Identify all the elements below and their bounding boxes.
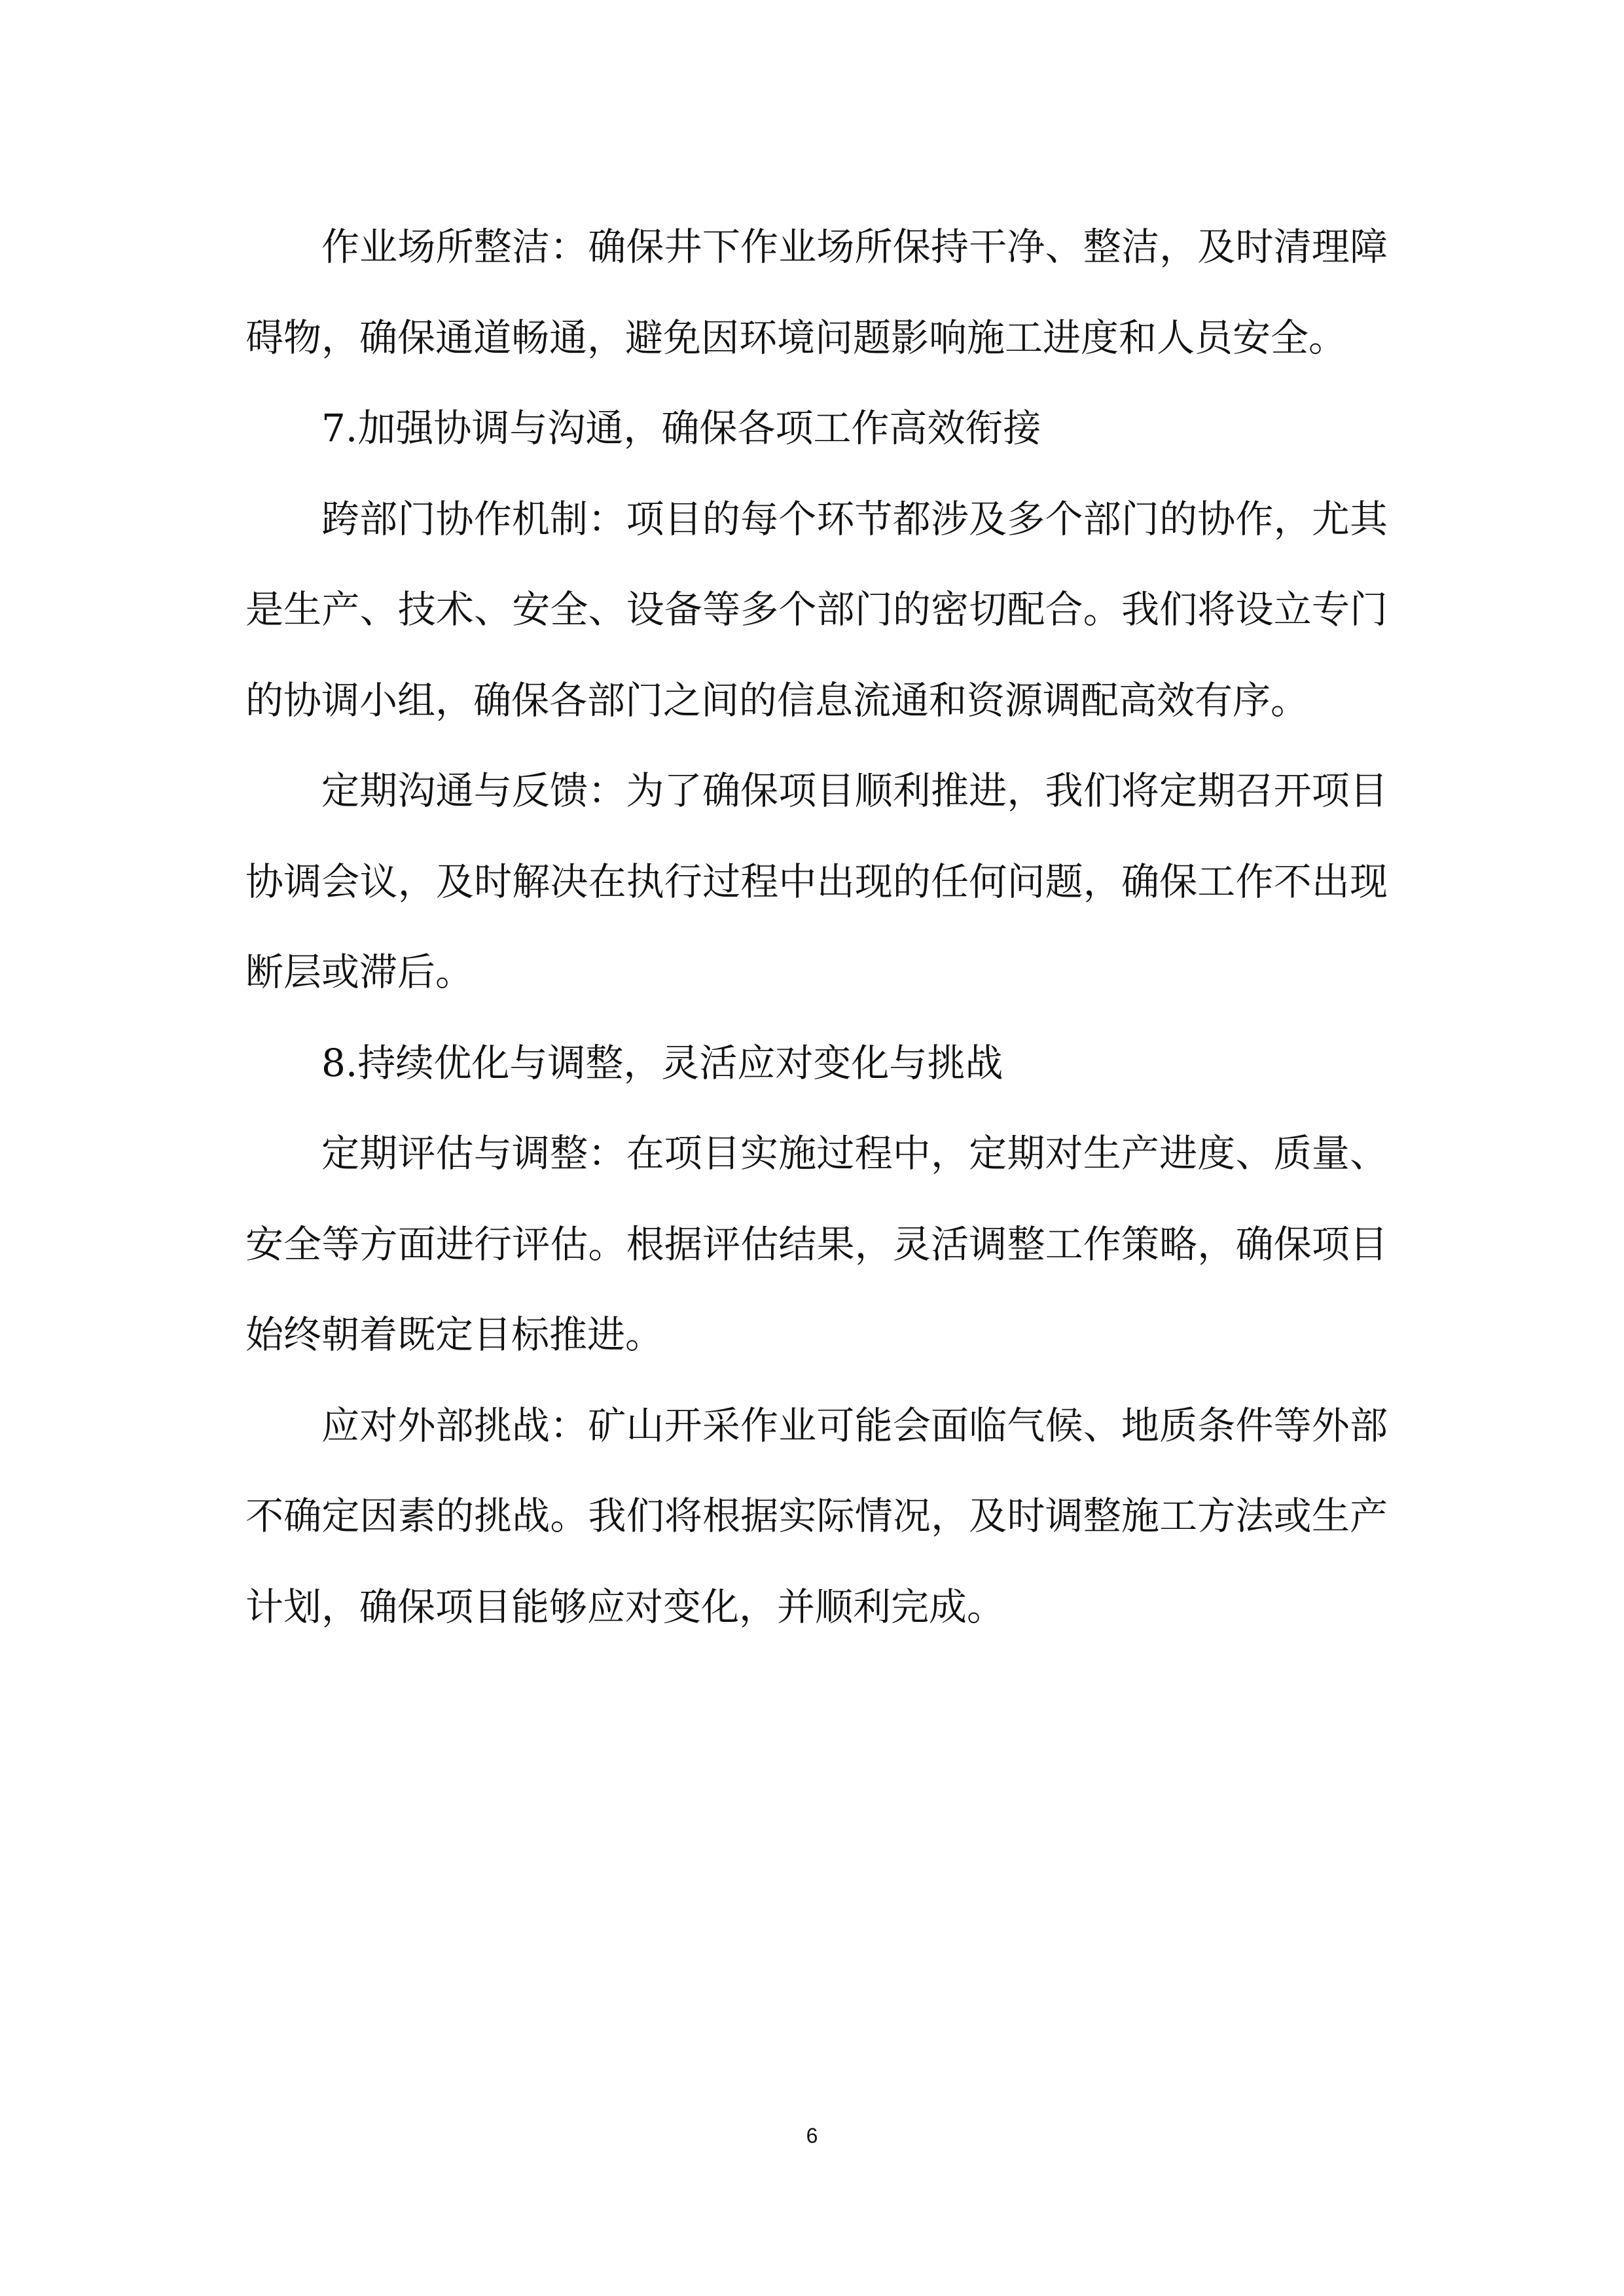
paragraph-regular-communication: 定期沟通与反馈：为了确保项目顺利推进，我们将定期召开项目协调会议，及时解决在执行过程中出现的任何问题，确保工作不出现断层或滞后。 [245,768,1388,994]
document-body [245,202,1388,1652]
section-heading-8: 8.持续优化与调整，灵活应对变化与挑战 [321,1040,1003,1085]
paragraph-worksite-cleanliness: 作业场所整洁：确保井下作业场所保持干净、整洁，及时清理障碍物，确保通道畅通，避免因环境问题影响施工进度和人员安全。 [245,224,1388,360]
paragraph-periodic-evaluation: 定期评估与调整：在项目实施过程中，定期对生产进度、质量、安全等方面进行评估。根据评估结果，灵活调整工作策略，确保项目始终朝着既定目标推进。 [245,1131,1388,1357]
section-heading-7: 7.加强协调与沟通，确保各项工作高效衔接 [321,406,1041,450]
page-number: 6 [806,2124,818,2147]
paragraph-external-challenges: 应对外部挑战：矿山开采作业可能会面临气候、地质条件等外部不确定因素的挑战。我们将根据实际情况，及时调整施工方法或生产计划，确保项目能够应对变化，并顺利完成。 [245,1403,1388,1629]
paragraph-cross-department-collaboration: 跨部门协作机制：项目的每个环节都涉及多个部门的协作，尤其是生产、技术、安全、设备等多个部门的密切配合。我们将设立专门的协调小组，确保各部门之间的信息流通和资源调配高效有序。 [245,496,1388,723]
